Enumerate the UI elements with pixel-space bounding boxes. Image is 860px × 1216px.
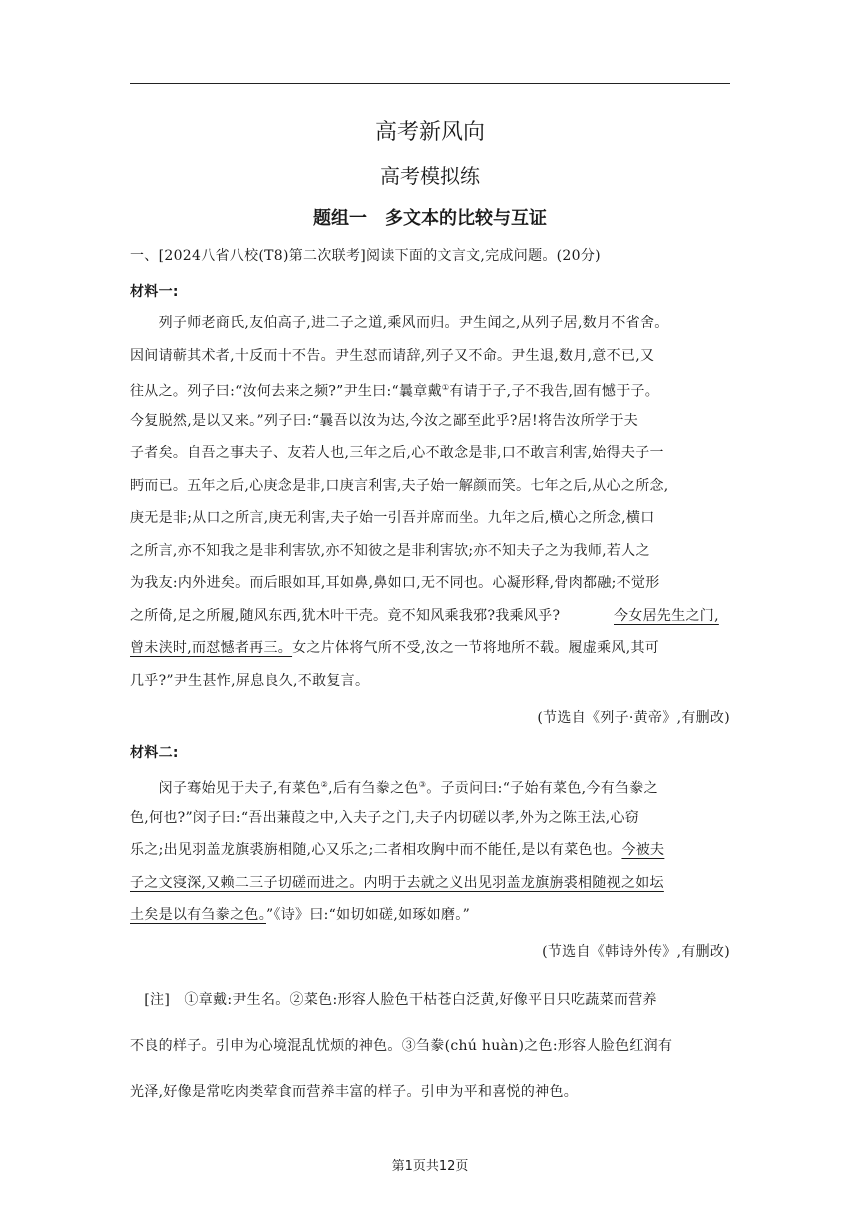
underlined-sentence: 子之文寖深,又赖二三子切磋而进之。内明于去就之义出见羽盖龙旗旃裘相随视之如坛 [130,875,664,891]
group-title: 题组一 多文本的比较与互证 [313,208,547,229]
question-intro: 一、[2024八省八校(T8)第二次联考]阅读下面的文言文,完成问题。(20分) [130,248,601,264]
note-mark: ③ [418,780,427,789]
material1-line: 因间请蕲其术者,十反而十不告。尹生怼而请辞,列子又不命。尹生退,数月,意不已,又 [130,348,655,364]
page-number: 第1页共12页 [391,1159,469,1174]
material1-label: 材料一: [130,284,179,300]
underlined-sentence: 今女居先生之门, [614,608,719,624]
notes-line: [注] ①章戴:尹生名。②菜色:形容人脸色干枯苍白泛黄,好像平日只吃蔬菜而营养 [130,992,657,1008]
underlined-sentence: 曾未浃时,而怼憾者再三。 [130,640,293,656]
material1-line: 曾未浃时,而怼憾者再三。女之片体将气所不受,汝之一节将地所不载。履虚乘风,其可 [130,640,660,656]
material2-line: 闵子骞始见于夫子,有菜色②,后有刍豢之色③。子贡问曰:“子始有菜色,今有刍豢之 [130,780,658,797]
material2-line: 色,何也?”闵子曰:“吾出蒹葭之中,入夫子之门,夫子内切磋以孝,外为之陈王法,心窃 [130,810,640,826]
note-mark: ① [441,383,450,392]
notes-line: 光泽,好像是常吃肉类荤食而营养丰富的样子。引申为平和喜悦的神色。 [130,1084,579,1100]
underlined-sentence: 今被夫 [621,842,665,858]
material1-line: 之所倚,足之所履,随风东西,犹木叶干壳。竟不知风乘我邪?我乘风乎? [130,608,561,624]
page-title: 高考新风向 [374,120,485,145]
material2-line: 乐之;出见羽盖龙旗裘旃相随,心又乐之;二者相攻胸中而不能任,是以有菜色也。今被夫 [130,842,665,858]
material1-line: 今复脱然,是以又来。”列子曰:“曩吾以汝为达,今汝之鄙至此乎?居!将告汝所学于夫 [130,413,639,429]
material1-line: 眄而已。五年之后,心庚念是非,口庚言利害,夫子始一解颜而笑。七年之后,从心之所念, [130,478,669,494]
note-mark: ② [320,780,329,789]
top-rule [130,83,730,84]
material2-line: 土矣是以有刍豢之色。”《诗》曰:“如切如磋,如琢如磨。” [130,907,471,923]
material1-line: 子者矣。自吾之事夫子、友若人也,三年之后,心不敢念是非,口不敢言利害,始得夫子一 [130,445,664,461]
material1-line: 为我友:内外进矣。而后眼如耳,耳如鼻,鼻如口,无不同也。心凝形释,骨肉都融;不觉形 [130,575,660,591]
material1-line: 往从之。列子曰:“汝何去来之频?”尹生曰:“曩章戴①有请于子,子不我告,固有憾于子。 [130,383,660,400]
material2-source: (节选自《韩诗外传》,有删改) [542,944,730,960]
notes-line: 不良的样子。引申为心境混乱忧烦的神色。③刍豢(chú huàn)之色:形容人脸色红润有 [130,1038,673,1054]
material1-source: (节选自《列子·黄帝》,有删改) [537,710,730,726]
material1-line: 列子师老商氏,友伯高子,进二子之道,乘风而归。尹生闻之,从列子居,数月不省舍。 [130,315,669,331]
page-subtitle: 高考模拟练 [380,164,480,188]
material1-line: 之所言,亦不知我之是非利害欤,亦不知彼之是非利害欤;亦不知夫子之为我师,若人之 [130,543,650,559]
material2-label: 材料二: [130,745,179,761]
material1-line: 几乎?”尹生甚怍,屏息良久,不敢复言。 [130,673,370,689]
material1-line: 庚无是非;从口之所言,庚无利害,夫子始一引吾并席而坐。九年之后,横心之所念,横口 [130,510,655,526]
underlined-sentence: 土矣是以有刍豢之色。 [130,907,266,923]
